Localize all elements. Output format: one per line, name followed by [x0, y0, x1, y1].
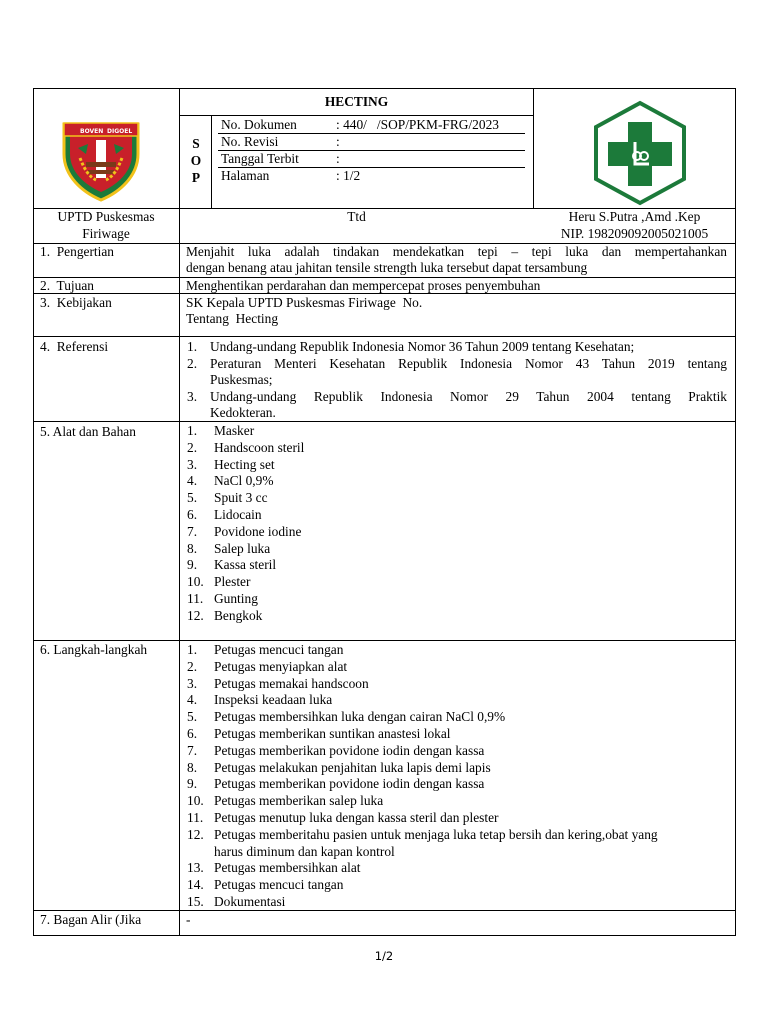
langkah-item — [187, 776, 732, 793]
langkah-item-number: 11. — [187, 809, 204, 825]
langkah-item-number: 10. — [187, 793, 204, 809]
langkah-item — [187, 894, 732, 911]
langkah-item — [187, 676, 732, 693]
alat-bahan-item-number: 7. — [187, 523, 198, 539]
alat-bahan-item — [187, 557, 727, 574]
langkah-item-text: Petugas mencuci tangan — [214, 642, 344, 657]
langkah-item-text: Petugas memberikan povidone iodin dengan kassa — [214, 776, 485, 792]
crest-text-right: DIGOEL — [107, 128, 133, 135]
langkah-item — [187, 827, 732, 861]
langkah-item-text: Petugas melakukan penjahitan luka lapis demi lapis — [214, 759, 491, 775]
langkah-item — [187, 709, 732, 726]
referensi-item-3-line1: Undang-undang Republik Indonesia Nomor 29 Tahun 2004 tentang Praktik — [210, 389, 727, 404]
langkah-item-number: 14. — [187, 877, 204, 893]
alat-bahan-item-text: Plester — [214, 574, 251, 590]
field-value-revision: : — [336, 134, 340, 149]
sop-letter-o: O — [190, 153, 202, 168]
alat-bahan-item-text: Gunting — [214, 590, 258, 606]
langkah-item — [187, 726, 732, 743]
field-label-page: Halaman — [221, 168, 270, 183]
alat-bahan-item-number: 2. — [187, 439, 198, 455]
puskesmas-logo — [593, 100, 687, 206]
langkah-item-text: Petugas memberikan suntikan anastesi lokal — [214, 725, 451, 741]
langkah-item-number: 12. — [187, 826, 204, 842]
field-value-issue-date: : — [336, 151, 340, 166]
alat-bahan-item — [187, 541, 727, 558]
alat-bahan-item-text: Handscoon steril — [214, 439, 305, 455]
referensi-item-3-number: 3. — [187, 389, 198, 404]
section-label-referensi: 4. Referensi — [40, 339, 109, 354]
alat-bahan-item-text: Lidocain — [214, 506, 262, 522]
referensi-item-1-line1: Undang-undang Republik Indonesia Nomor 36 Tahun 2009 tentang Kesehatan; — [210, 339, 635, 354]
langkah-item — [187, 743, 732, 760]
alat-bahan-item-text: NaCl 0,9% — [214, 473, 274, 489]
referensi-item-2-number: 2. — [187, 356, 198, 371]
field-label-revision: No. Revisi — [221, 134, 279, 149]
alat-bahan-item — [187, 490, 727, 507]
pengertian-text-line2: dengan benang atau jahitan tensile strength luka tersebut dapat tersambung — [186, 260, 588, 275]
alat-bahan-item-text: Salep luka — [214, 540, 271, 556]
section-label-bagan-alir: 7. Bagan Alir (Jika — [40, 912, 142, 927]
alat-bahan-item-number: 12. — [187, 607, 204, 623]
kebijakan-text-line1: SK Kepala UPTD Puskesmas Firiwage No. — [186, 295, 423, 310]
alat-bahan-item-number: 3. — [187, 456, 198, 472]
alat-bahan-item-text: Spuit 3 cc — [214, 490, 268, 506]
langkah-item-text: Petugas mencuci tangan — [214, 877, 344, 893]
alat-bahan-item — [187, 574, 727, 591]
langkah-item — [187, 760, 732, 777]
alat-bahan-item-text: Hecting set — [214, 456, 275, 472]
langkah-langkah-list — [187, 642, 732, 911]
langkah-item — [187, 692, 732, 709]
langkah-item-text: Petugas memberitahu pasien untuk menjaga luka tetap bersih dan kering,obat yang — [214, 826, 658, 842]
signature-placeholder: Ttd — [347, 209, 366, 224]
langkah-item-number: 3. — [187, 675, 198, 691]
field-label-issue-date: Tanggal Terbit — [221, 151, 299, 166]
langkah-item-text: Inspeksi keadaan luka — [214, 692, 333, 708]
langkah-item — [187, 810, 732, 827]
alat-bahan-item-number: 8. — [187, 540, 198, 556]
alat-bahan-item-text: Bengkok — [214, 607, 263, 623]
signer-nip: NIP. 198209092005021005 — [560, 226, 709, 241]
section-label-langkah: 6. Langkah-langkah — [40, 642, 148, 657]
org-name-line1: UPTD Puskesmas — [57, 209, 155, 224]
alat-bahan-item-number: 11. — [187, 590, 204, 606]
alat-bahan-item-number: 4. — [187, 473, 198, 489]
referensi-item-3-line2: Kedokteran. — [210, 405, 276, 420]
alat-bahan-item — [187, 423, 727, 440]
langkah-item-number: 6. — [187, 725, 198, 741]
sop-letter-s: S — [192, 136, 200, 151]
alat-bahan-item — [187, 507, 727, 524]
field-value-doc-number: : 440/ /SOP/PKM-FRG/2023 — [336, 117, 499, 132]
langkah-item-text: Petugas memberikan povidone iodin dengan kassa — [214, 742, 485, 758]
section-label-kebijakan: 3. Kebijakan — [40, 295, 112, 310]
langkah-item-text: Petugas menutup luka dengan kassa steril dan plester — [214, 809, 499, 825]
signer-name: Heru S.Putra ,Amd .Kep — [568, 209, 701, 224]
referensi-item-2-line1: Peraturan Menteri Kesehatan Republik Indonesia Nomor 43 Tahun 2019 tentang — [210, 356, 727, 371]
org-name-line2: Firiwage — [82, 226, 130, 241]
langkah-item-number: 4. — [187, 692, 198, 708]
langkah-item — [187, 877, 732, 894]
alat-bahan-item-number: 1. — [187, 423, 198, 438]
section-label-tujuan: 2. Tujuan — [40, 278, 94, 293]
referensi-item-1-number: 1. — [187, 339, 198, 354]
alat-bahan-item — [187, 524, 727, 541]
alat-bahan-item-number: 10. — [187, 574, 204, 590]
tujuan-text: Menghentikan perdarahan dan mempercepat proses penyembuhan — [186, 278, 541, 293]
section-label-alat-bahan: 5. Alat dan Bahan — [40, 424, 136, 439]
document-title: HECTING — [324, 94, 389, 109]
alat-bahan-item-number: 6. — [187, 506, 198, 522]
langkah-item-number: 15. — [187, 893, 204, 909]
langkah-item-number: 8. — [187, 759, 198, 775]
page-number: 1/2 — [374, 949, 394, 963]
sop-letter-p: P — [191, 170, 201, 185]
langkah-item-text: Petugas membersihkan alat — [214, 860, 361, 876]
kebijakan-text-line2: Tentang Hecting — [186, 311, 279, 326]
langkah-item-text: Petugas memberikan salep luka — [214, 793, 384, 809]
alat-bahan-item-text: Povidone iodine — [214, 523, 302, 539]
langkah-item-text: harus diminum dan kapan kontrol — [214, 843, 395, 859]
alat-bahan-item — [187, 608, 727, 625]
alat-bahan-item-text: Kassa steril — [214, 557, 277, 573]
regency-crest-logo — [58, 118, 144, 202]
alat-bahan-item-text: Masker — [214, 423, 255, 438]
langkah-item-text: Petugas menyiapkan alat — [214, 658, 348, 674]
langkah-item — [187, 860, 732, 877]
referensi-item-2-line2: Puskesmas; — [210, 372, 273, 387]
langkah-item-text: Petugas membersihkan luka dengan cairan NaCl 0,9% — [214, 709, 506, 725]
alat-bahan-item — [187, 591, 727, 608]
section-label-pengertian: 1. Pengertian — [40, 244, 115, 259]
alat-bahan-list — [187, 423, 727, 625]
field-value-page: : 1/2 — [336, 168, 361, 183]
langkah-item — [187, 793, 732, 810]
langkah-item-number: 7. — [187, 742, 198, 758]
langkah-item-number: 5. — [187, 709, 198, 725]
alat-bahan-item-number: 5. — [187, 490, 198, 506]
bagan-alir-text: - — [186, 912, 191, 927]
alat-bahan-item — [187, 457, 727, 474]
langkah-item-text: Dokumentasi — [214, 893, 286, 909]
langkah-item — [187, 642, 732, 659]
langkah-item-text: Petugas memakai handscoon — [214, 675, 369, 691]
langkah-item-number: 2. — [187, 658, 198, 674]
langkah-item-number: 9. — [187, 776, 198, 792]
langkah-item — [187, 659, 732, 676]
crest-text-left: BOVEN — [80, 128, 104, 135]
alat-bahan-item — [187, 473, 727, 490]
alat-bahan-item-number: 9. — [187, 557, 198, 573]
langkah-item-number: 13. — [187, 860, 204, 876]
field-label-doc-number: No. Dokumen — [221, 117, 297, 132]
alat-bahan-item — [187, 440, 727, 457]
langkah-item-number: 1. — [187, 642, 198, 657]
pengertian-text-line1: Menjahit luka adalah tindakan mendekatkan tepi – tepi luka dan mempertahankan — [186, 244, 727, 259]
